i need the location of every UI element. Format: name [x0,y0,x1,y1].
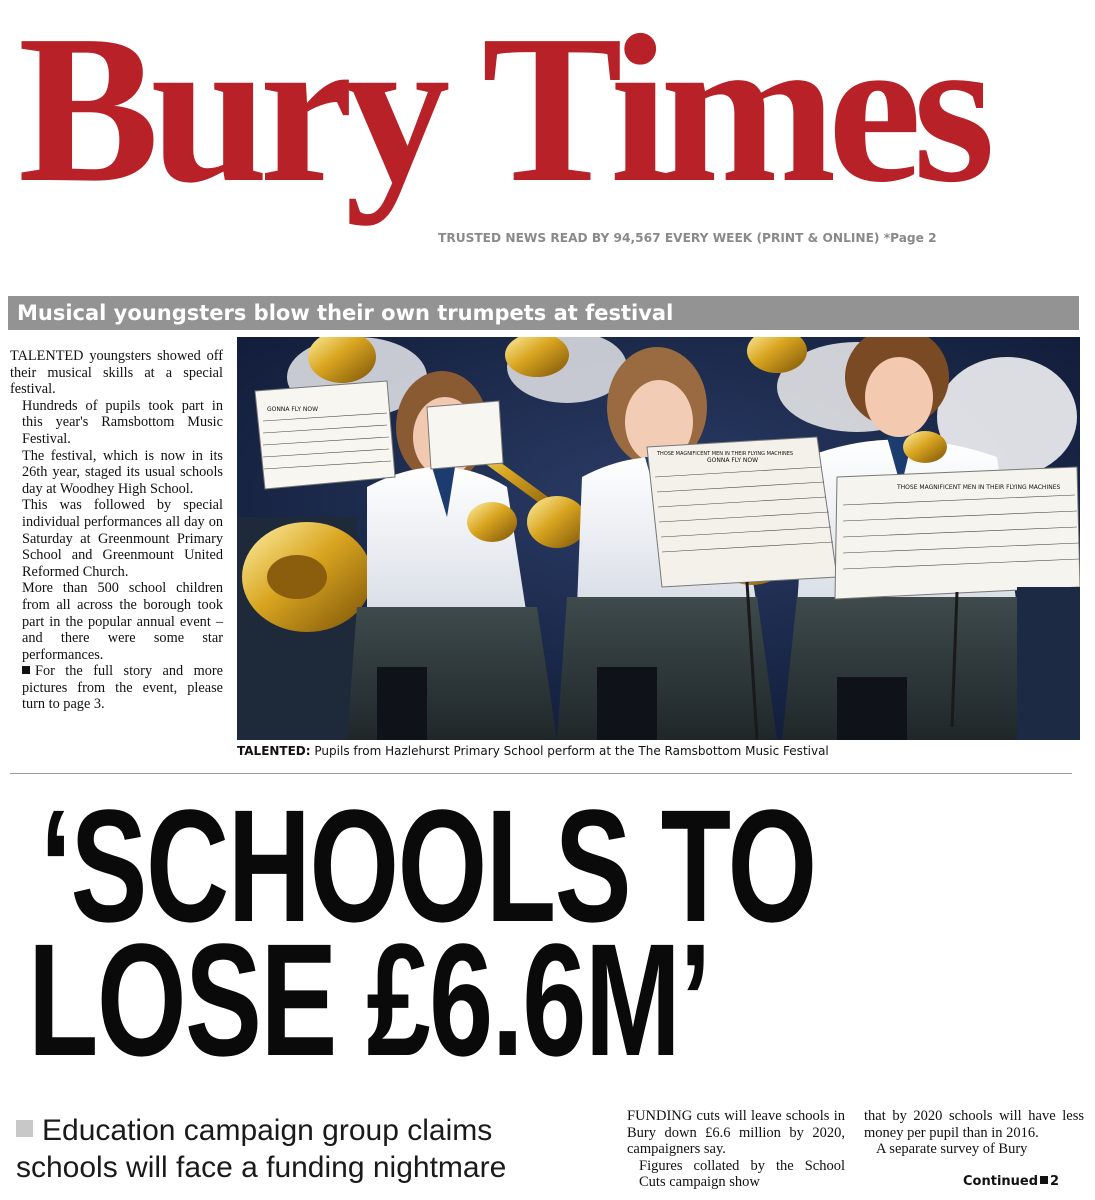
continued-page: 2 [1050,1174,1060,1189]
photo-caption [237,744,829,758]
sheet-title-4: THOSE MAGNIFICENT MEN IN THEIR FLYING MACHINES [897,484,1061,491]
feature-paragraph: More than 500 school children from all across the borough took part in the popular annual event – and there were some star performances. [22,580,223,663]
lead-story-column-1 [627,1108,845,1191]
feature-paragraph: The festival, which is now in its 26th year, staged its usual schools day at Woodhey High School. [22,447,223,497]
sheet-title-1: GONNA FLY NOW [267,406,319,413]
band-performance-photo [237,337,1080,740]
tagline-text: TRUSTED NEWS READ BY 94,567 EVERY WEEK (PRINT & ONLINE) [438,231,880,245]
feature-more-note-text: For the full story and more pictures from the event, please turn to page 3. [22,663,223,713]
lead-standfirst [16,1112,601,1186]
headline-line-1: ‘SCHOOLS TO [40,776,816,955]
feature-paragraph: TALENTED youngsters showed off their musical skills at a special festival. [10,348,223,398]
caption-text: Pupils from Hazlehurst Primary School perform at the The Ramsbottom Music Festival [314,744,829,758]
standfirst-text: Education campaign group claims schools will face a funding nightmare [16,1114,507,1184]
continued-marker [963,1174,1059,1189]
feature-more-note [10,663,223,713]
caption-lead: TALENTED: [237,744,311,758]
tagline-page-ref: *Page 2 [883,231,937,245]
lead-story-column-2 [864,1108,1084,1158]
masthead [0,0,1095,265]
feature-story-column [10,348,223,713]
continued-label: Continued [963,1174,1039,1189]
masthead-title: Bury Times [18,0,987,226]
music-stand-1 [255,381,395,489]
lead-paragraph: FUNDING cuts will leave schools in Bury down £6.6 million by 2020, campaigners say. [627,1108,845,1157]
sheet-title-2: THOSE MAGNIFICENT MEN IN THEIR FLYING MACHINES [657,451,794,457]
lead-paragraph: A separate survey of Bury [876,1141,1028,1157]
bullet-square-icon [22,666,30,674]
feature-section-title: Musical youngsters blow their own trumpets at festival [8,296,1079,330]
feature-paragraph: Hundreds of pupils took part in this year's Ramsbottom Music Festival. [22,397,223,447]
sheet-title-3: GONNA FLY NOW [707,457,759,464]
lead-paragraph: that by 2020 schools will have less money per pupil than in 2016. [864,1108,1084,1141]
feature-photo [237,337,1080,740]
feature-paragraph: This was followed by special individual performances all day on Saturday at Greenmount Primary School and Greenmount United Reformed Church. [22,497,223,580]
headline-line-2: LOSE £6.6M’ [28,910,710,1089]
masthead-tagline [438,231,937,245]
bullet-square-icon [16,1120,33,1137]
section-divider [10,773,1072,774]
bullet-square-icon [1040,1176,1048,1184]
lead-paragraph: Figures collated by the School Cuts campaign show [639,1157,845,1190]
